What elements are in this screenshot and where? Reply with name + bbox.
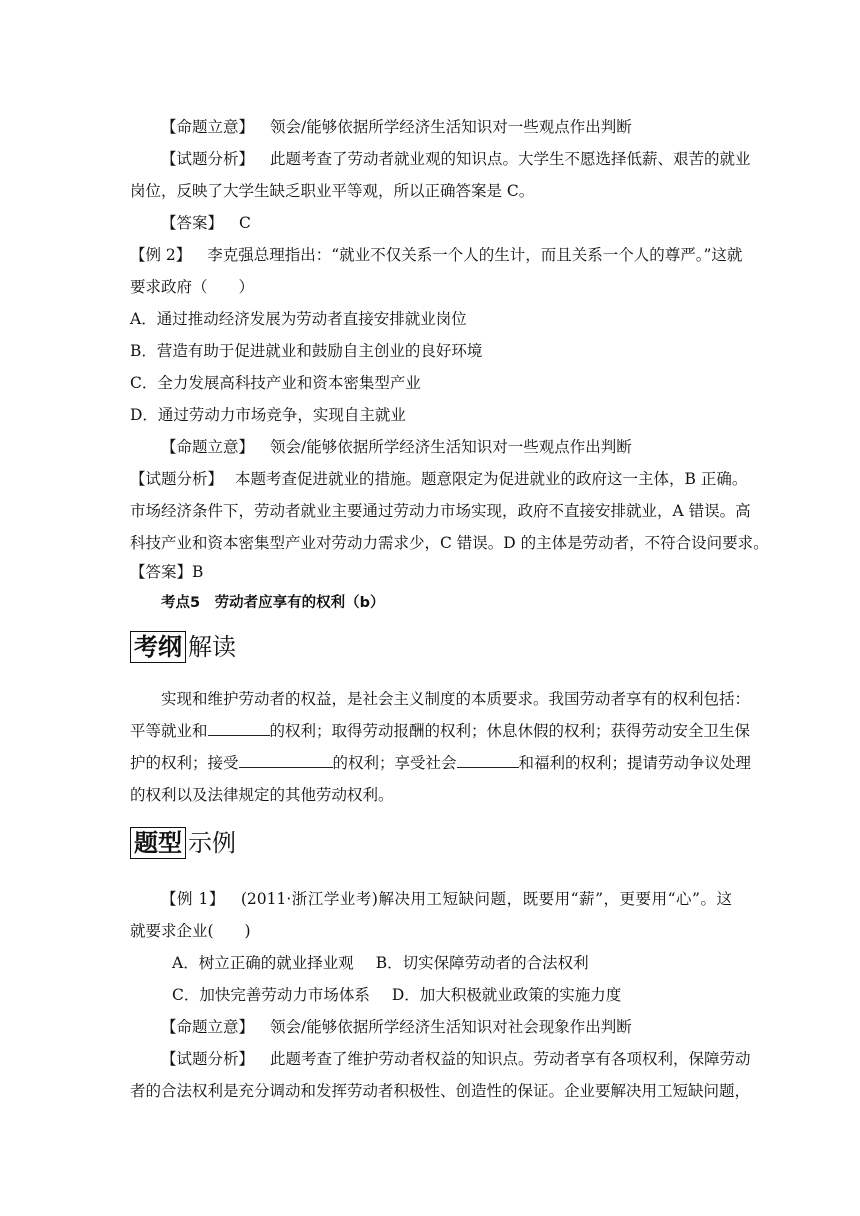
intent-text: 领会/能够依据所学经济生活知识对一些观点作出判断 <box>270 118 632 136</box>
answer-text: C <box>239 214 251 232</box>
ex1-intent-line <box>161 1017 732 1037</box>
ex2-answer: 【答案】B <box>130 563 204 581</box>
ex2-intent-line <box>161 437 732 457</box>
fill-blank <box>457 753 519 768</box>
reading-text: 护的权利；接受 <box>130 754 239 772</box>
ex2-option-c: C．全力发展高科技产业和资本密集型产业 <box>130 374 421 392</box>
reading-text: 和福利的权利；提请劳动争议处理 <box>518 754 752 772</box>
reading-line-4: 的权利以及法律规定的其他劳动权利。 <box>130 786 394 804</box>
option-b: B．切实保障劳动者的合法权利 <box>375 954 589 972</box>
ex1-analysis-line-2: 者的合法权利是充分调动和发挥劳动者积极性、创造性的保证。企业要解决用工短缺问题， <box>130 1082 751 1100</box>
example-label: 【例 2】 <box>130 246 192 264</box>
ex2-analysis-line-3: 科技产业和资本密集型产业对劳动力需求少，C 错误。D 的主体是劳动者，不符合设问要求。 <box>130 534 769 552</box>
section-label: 示例 <box>188 829 236 857</box>
reading-line-3 <box>130 753 752 773</box>
section-label: 解读 <box>188 633 236 661</box>
reading-line-2 <box>130 721 751 741</box>
intent-label: 【命题立意】 <box>161 438 255 456</box>
intent-text: 领会/能够依据所学经济生活知识对一些观点作出判断 <box>270 438 632 456</box>
ex1-stem-line-2: 就要求企业( ) <box>130 922 251 940</box>
fill-blank <box>208 721 270 736</box>
intent-text: 领会/能够依据所学经济生活知识对社会现象作出判断 <box>270 1018 632 1036</box>
ex1-options-row-2 <box>172 985 732 1005</box>
ex1-analysis-line-1 <box>161 1049 751 1069</box>
section-heading-syllabus <box>130 631 236 663</box>
prev-analysis-line-1 <box>161 149 751 169</box>
reading-text: 的权利；享受社会 <box>332 754 457 772</box>
section-heading-examples <box>130 827 236 859</box>
ex2-analysis-line-2: 市场经济条件下，劳动者就业主要通过劳动力市场实现，政府不直接安排就业，A 错误。高 <box>130 502 751 520</box>
ex2-option-d: D．通过劳动力市场竞争，实现自主就业 <box>130 406 406 424</box>
intent-label: 【命题立意】 <box>161 1018 255 1036</box>
ex2-option-b: B．营造有助于促进就业和鼓励自主创业的良好环境 <box>130 342 483 360</box>
analysis-label: 【试题分析】 <box>161 150 255 168</box>
reading-text: 的权利；取得劳动报酬的权利；休息休假的权利；获得劳动安全卫生保 <box>269 722 751 740</box>
ex1-options-row-1 <box>172 953 732 973</box>
analysis-text: 本题考查促进就业的措施。题意限定为促进就业的政府这一主体，B 正确。 <box>235 470 748 488</box>
analysis-text: 此题考查了劳动者就业观的知识点。大学生不愿选择低薪、艰苦的就业 <box>270 150 751 168</box>
example-label: 【例 1】 <box>161 890 225 908</box>
answer-label: 【答案】 <box>161 214 224 232</box>
option-a: A．树立正确的就业择业观 <box>172 954 354 972</box>
option-d: D．加大积极就业政策的实施力度 <box>391 986 622 1004</box>
prev-analysis-line-2: 岗位，反映了大学生缺乏职业平等观，所以正确答案是 C。 <box>130 182 535 200</box>
question-stem: (2011·浙江学业考)解决用工短缺问题，既要用“薪”，更要用“心”。这 <box>240 890 732 908</box>
fill-blank <box>239 753 333 768</box>
analysis-text: 此题考查了维护劳动者权益的知识点。劳动者享有各项权利，保障劳动 <box>270 1050 751 1068</box>
ex2-stem-line-1 <box>130 245 743 265</box>
section-boxed-label: 考纲 <box>130 631 186 663</box>
ex2-stem-line-2: 要求政府（ ） <box>130 278 255 296</box>
prev-answer-line <box>161 213 732 233</box>
kaodian-title: 考点5 劳动者应享有的权利（b） <box>161 595 385 611</box>
intent-label: 【命题立意】 <box>161 118 255 136</box>
analysis-label: 【试题分析】 <box>161 1050 255 1068</box>
question-stem: 李克强总理指出：“就业不仅关系一个人的生计，而且关系一个人的尊严。”这就 <box>207 246 743 264</box>
option-c: C．加快完善劳动力市场体系 <box>172 986 370 1004</box>
ex2-option-a: A．通过推动经济发展为劳动者直接安排就业岗位 <box>130 310 467 328</box>
prev-intent-line <box>161 117 732 137</box>
ex1-stem-line-1 <box>161 889 732 909</box>
reading-line-1: 实现和维护劳动者的权益，是社会主义制度的本质要求。我国劳动者享有的权利包括： <box>161 690 751 708</box>
section-boxed-label: 题型 <box>130 827 186 859</box>
reading-text: 平等就业和 <box>130 722 208 740</box>
ex2-analysis-line-1 <box>130 469 748 489</box>
analysis-label: 【试题分析】 <box>130 470 224 488</box>
